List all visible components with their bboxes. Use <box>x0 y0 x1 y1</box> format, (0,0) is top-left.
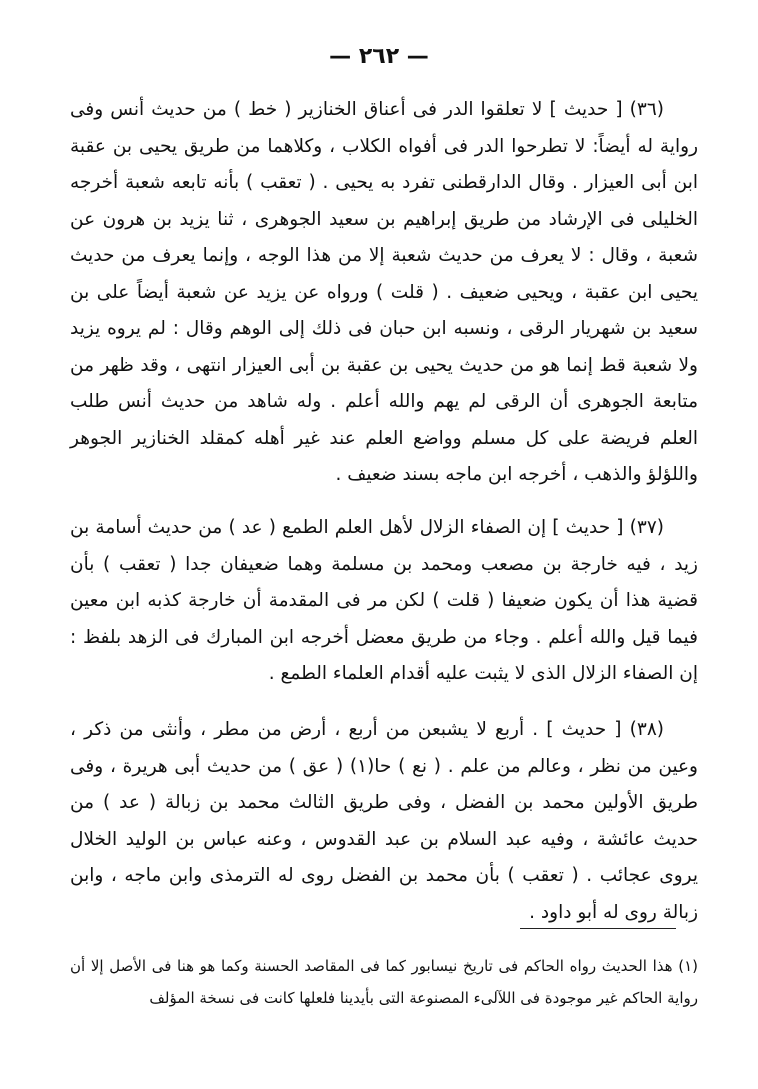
hadith-38-text: (٣٨) [ حديث ] . أربع لا يشبعن من أربع ، أرض من مطر ، وأنثى من ذكر ، وعين من نظر ، وعالم من علم . ( نع ) حا(١) ( عق ) من حديث أبى هريرة ، وفى طريق الأولين محمد بن الفضل ، وفى طريق الثالث محمد بن زبالة ( عد ) من حديث عائشة ، وفيه عبد السلام بن عبد القدوس ، وعنه عباس بن الوليد الخلال يروى عجائب . ( تعقب ) بأن محمد بن الفضل روى له الترمذى وابن ماجه ، وابن زبالة روى له أبو داود . <box>70 719 698 923</box>
hadith-38-paragraph <box>70 712 698 931</box>
hadith-37-paragraph <box>70 510 698 693</box>
footnote: (١) هذا الحديث رواه الحاكم فى تاريخ نيسابور كما فى المقاصد الحسنة وكما هو هنا فى الأصل إلا أن رواية الحاكم غير موجودة فى اللآلىء المصنوعة التى بأيدينا فلعلها كانت فى نسخة المؤلف <box>70 957 698 1007</box>
hadith-36-text: (٣٦) [ حديث ] لا تعلقوا الدر فى أعناق الخنازير ( خط ) من حديث أنس وفى رواية له أيضاً: لا تطرحوا الدر فى أفواه الكلاب ، وكلاهما من طريق يحيى بن عقبة ابن أبى العيزار . وقال الدارقطنى تفرد به يحيى . ( تعقب ) بأنه تابعه شعبة أخرجه الخليلى فى الإرشاد من طريق إبراهيم بن سعيد الجوهرى ، ثنا يزيد بن هرون عن شعبة ، وقال : لا يعرف من حديث شعبة إلا من هذا الوجه ، وإنما يعرف من حديث يحيى ابن عقبة ، ويحيى ضعيف . ( قلت ) ورواه عن يزيد عن شعبة أيضاً على بن سعيد بن شهريار الرقى ، ونسبه ابن حبان فى ذلك إلى الوهم وقال : لم يروه يزيد ولا شعبة قط إنما هو من حديث يحيى بن عقبة بن أبى العيزار انتهى ، وقد ظهر من متابعة الجوهرى أن الرقى لم يهم والله أعلم . وله شاهد من حديث أنس طلب العلم فريضة على كل مسلم وواضع العلم عند غير أهله كمقلد الخنازير الجوهر واللؤلؤ والذهب ، أخرجه ابن ماجه بسند ضعيف . <box>70 99 698 485</box>
page-number: — ٢٦٢ — <box>329 44 429 69</box>
hadith-36-paragraph <box>70 92 698 494</box>
hadith-37-text: (٣٧) [ حديث ] إن الصفاء الزلال لأهل العلم الطمع ( عد ) من حديث أسامة بن زيد ، فيه خارجة بن مصعب ومحمد بن مسلمة وهما ضعيفان جدا ( تعقب ) بأن قضية هذا أن يكون ضعيفا ( قلت ) لكن مر فى المقدمة أن خارجة كذبه ابن معين فيما قيل والله أعلم . وجاء من طريق معضل أخرجه ابن المبارك فى الزهد بلفظ : إن الصفاء الزلال الذى لا يثبت عليه أقدام العلماء الطمع . <box>70 517 698 684</box>
footnote-divider <box>520 928 676 929</box>
